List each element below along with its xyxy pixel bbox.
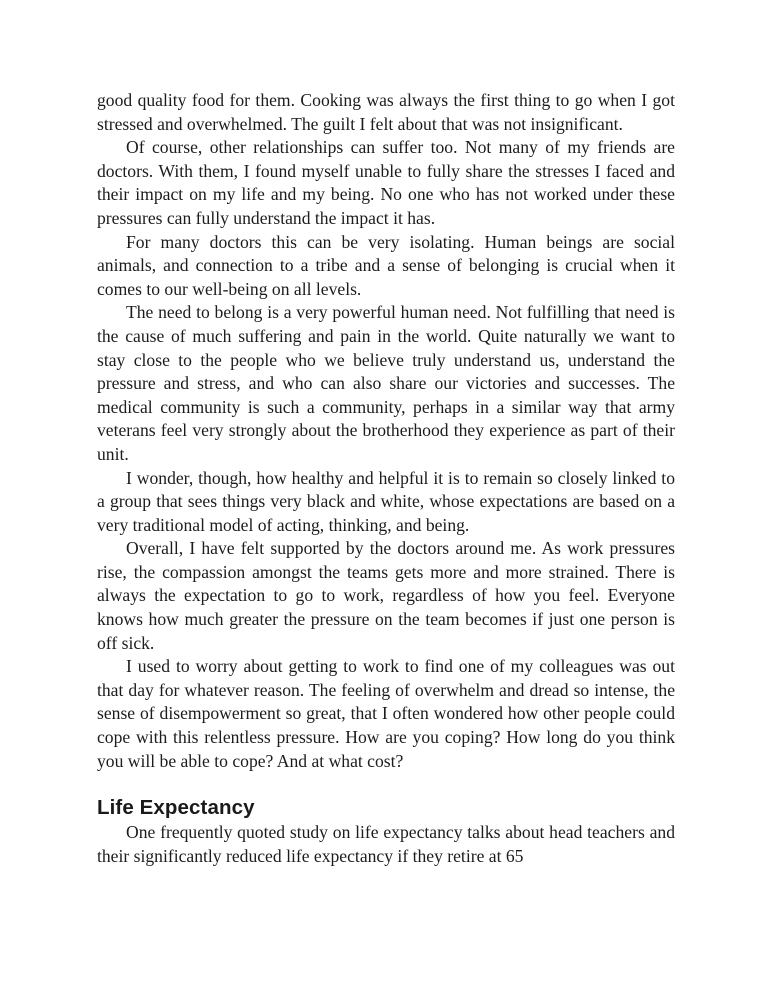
paragraph: For many doctors this can be very isolating. Human beings are social animals, and connection to a tribe and a sense of belonging is crucial when it comes to our well-being on all levels. (97, 231, 675, 299)
paragraph: I wonder, though, how healthy and helpful it is to remain so closely linked to a group that sees things very black and white, whose expectations are based on a very traditional model of acting, thinking, and being. (97, 467, 675, 535)
paragraph: Of course, other relationships can suffer too. Not many of my friends are doctors. With them, I found myself unable to fully share the stresses I faced and their impact on my life and my being. No one who has not worked under these pressures can fully understand the impact it has. (97, 137, 675, 228)
book-page (97, 89, 675, 868)
paragraph: Overall, I have felt supported by the doctors around me. As work pressures rise, the compassion amongst the teams gets more and more strained. There is always the expectation to go to work, regardless of how you feel. Everyone knows how much greater the pressure on the team becomes if just one person is off sick. (97, 538, 675, 653)
paragraph: I used to worry about getting to work to find one of my colleagues was out that day for whatever reason. The feeling of overwhelm and dread so intense, the sense of disempowerment so great, that I often wondered how other people could cope with this relentless pressure. How are you coping? How long do you think you will be able to cope? And at what cost? (97, 656, 675, 771)
section-heading: Life Expectancy (97, 796, 255, 820)
paragraph: The need to belong is a very powerful human need. Not fulfilling that need is the cause of much suffering and pain in the world. Quite naturally we want to stay close to the people who we believe truly understand us, understand the pressure and stress, and who can also share our victories and successes. The medical community is such a community, perhaps in a similar way that army veterans feel very strongly about the brotherhood they experience as part of their unit. (97, 302, 675, 464)
paragraph-continued: good quality food for them. Cooking was always the first thing to go when I got stressed and overwhelmed. The guilt I felt about that was not insignificant. (97, 90, 675, 134)
paragraph: One frequently quoted study on life expectancy talks about head teachers and their significantly reduced life expectancy if they retire at 65 (97, 822, 675, 866)
